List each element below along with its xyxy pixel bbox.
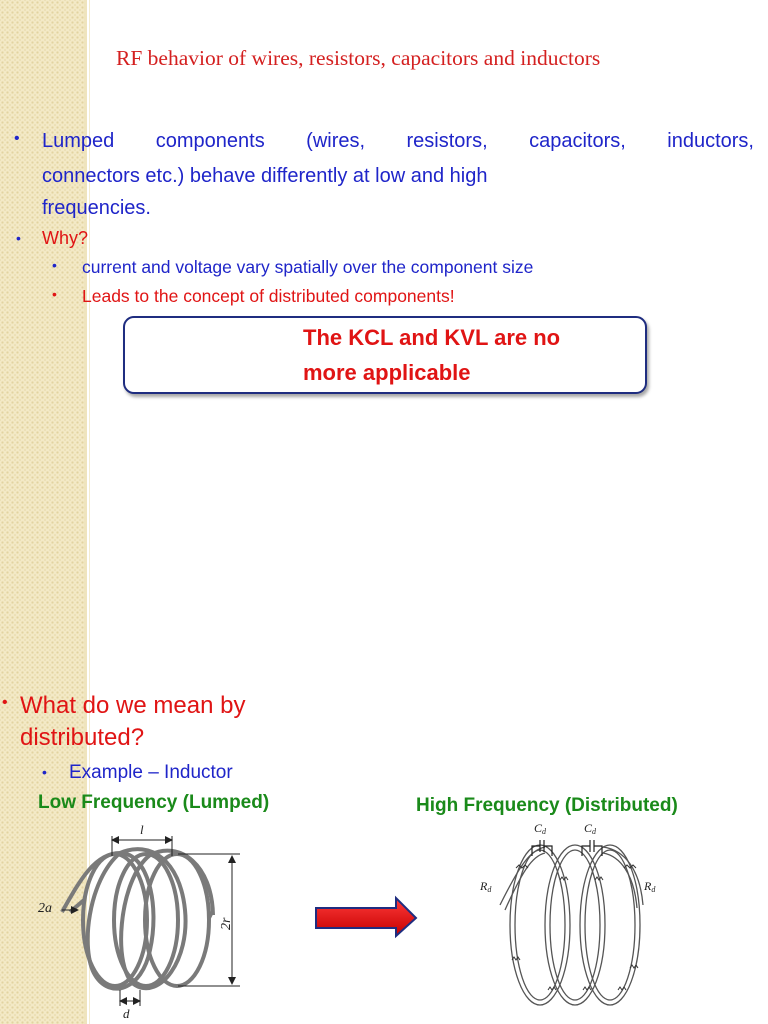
label-2r: 2r <box>219 917 234 930</box>
label-rd-right: Rd <box>644 879 656 894</box>
sub-bullet-1-marker: • <box>52 257 57 273</box>
dist-ring-b1 <box>545 845 605 1005</box>
low-frequency-label: Low Frequency (Lumped) <box>38 792 270 813</box>
dist-lead-right-2 <box>603 853 637 908</box>
label-rd-left: Rd <box>480 879 492 894</box>
word-wires: (wires, <box>306 130 366 152</box>
bullet-1-line-3: frequencies. <box>42 197 151 219</box>
transition-arrow <box>316 898 416 936</box>
word-inductors: inductors, <box>667 130 754 152</box>
bullet-1-marker: • <box>14 130 20 147</box>
sub-bullet-2-marker: • <box>52 286 57 302</box>
word-resistors: resistors, <box>406 130 488 152</box>
bullet-question-marker: • <box>2 694 8 711</box>
resistor-marks <box>512 865 638 990</box>
high-frequency-label: High Frequency (Distributed) <box>416 795 678 816</box>
label-2a: 2a <box>38 901 52 916</box>
bullet-why-marker: • <box>16 230 21 246</box>
example-text: Example – Inductor <box>69 762 233 783</box>
callout-line-1: The KCL and KVL are no <box>303 325 561 350</box>
example-marker: • <box>42 764 47 780</box>
bullet-why: Why? <box>42 228 89 248</box>
bullet-1-line-2: connectors etc.) behave differently at low and high <box>42 165 488 187</box>
label-cd-left: Cd <box>534 821 547 836</box>
question-line-2: distributed? <box>20 724 145 751</box>
question-line-1: What do we mean by <box>20 692 246 719</box>
sub-bullet-1: current and voltage vary spatially over the component size <box>82 257 534 277</box>
word-lumped: Lumped <box>42 130 115 152</box>
word-components: components <box>155 130 265 152</box>
coil-lead-right <box>209 912 212 918</box>
dist-lead-right <box>603 847 643 905</box>
slide-title: RF behavior of wires, resistors, capacitors and inductors <box>116 46 601 70</box>
distributed-coil <box>500 845 643 1005</box>
label-l: l <box>140 822 144 837</box>
callout-line-2: more applicable <box>303 360 471 385</box>
word-capacitors: capacitors, <box>529 130 626 152</box>
sub-bullet-2: Leads to the concept of distributed components! <box>82 286 455 306</box>
label-d: d <box>123 1006 130 1021</box>
dist-ring-c1 <box>580 845 640 1005</box>
label-cd-right: Cd <box>584 821 597 836</box>
